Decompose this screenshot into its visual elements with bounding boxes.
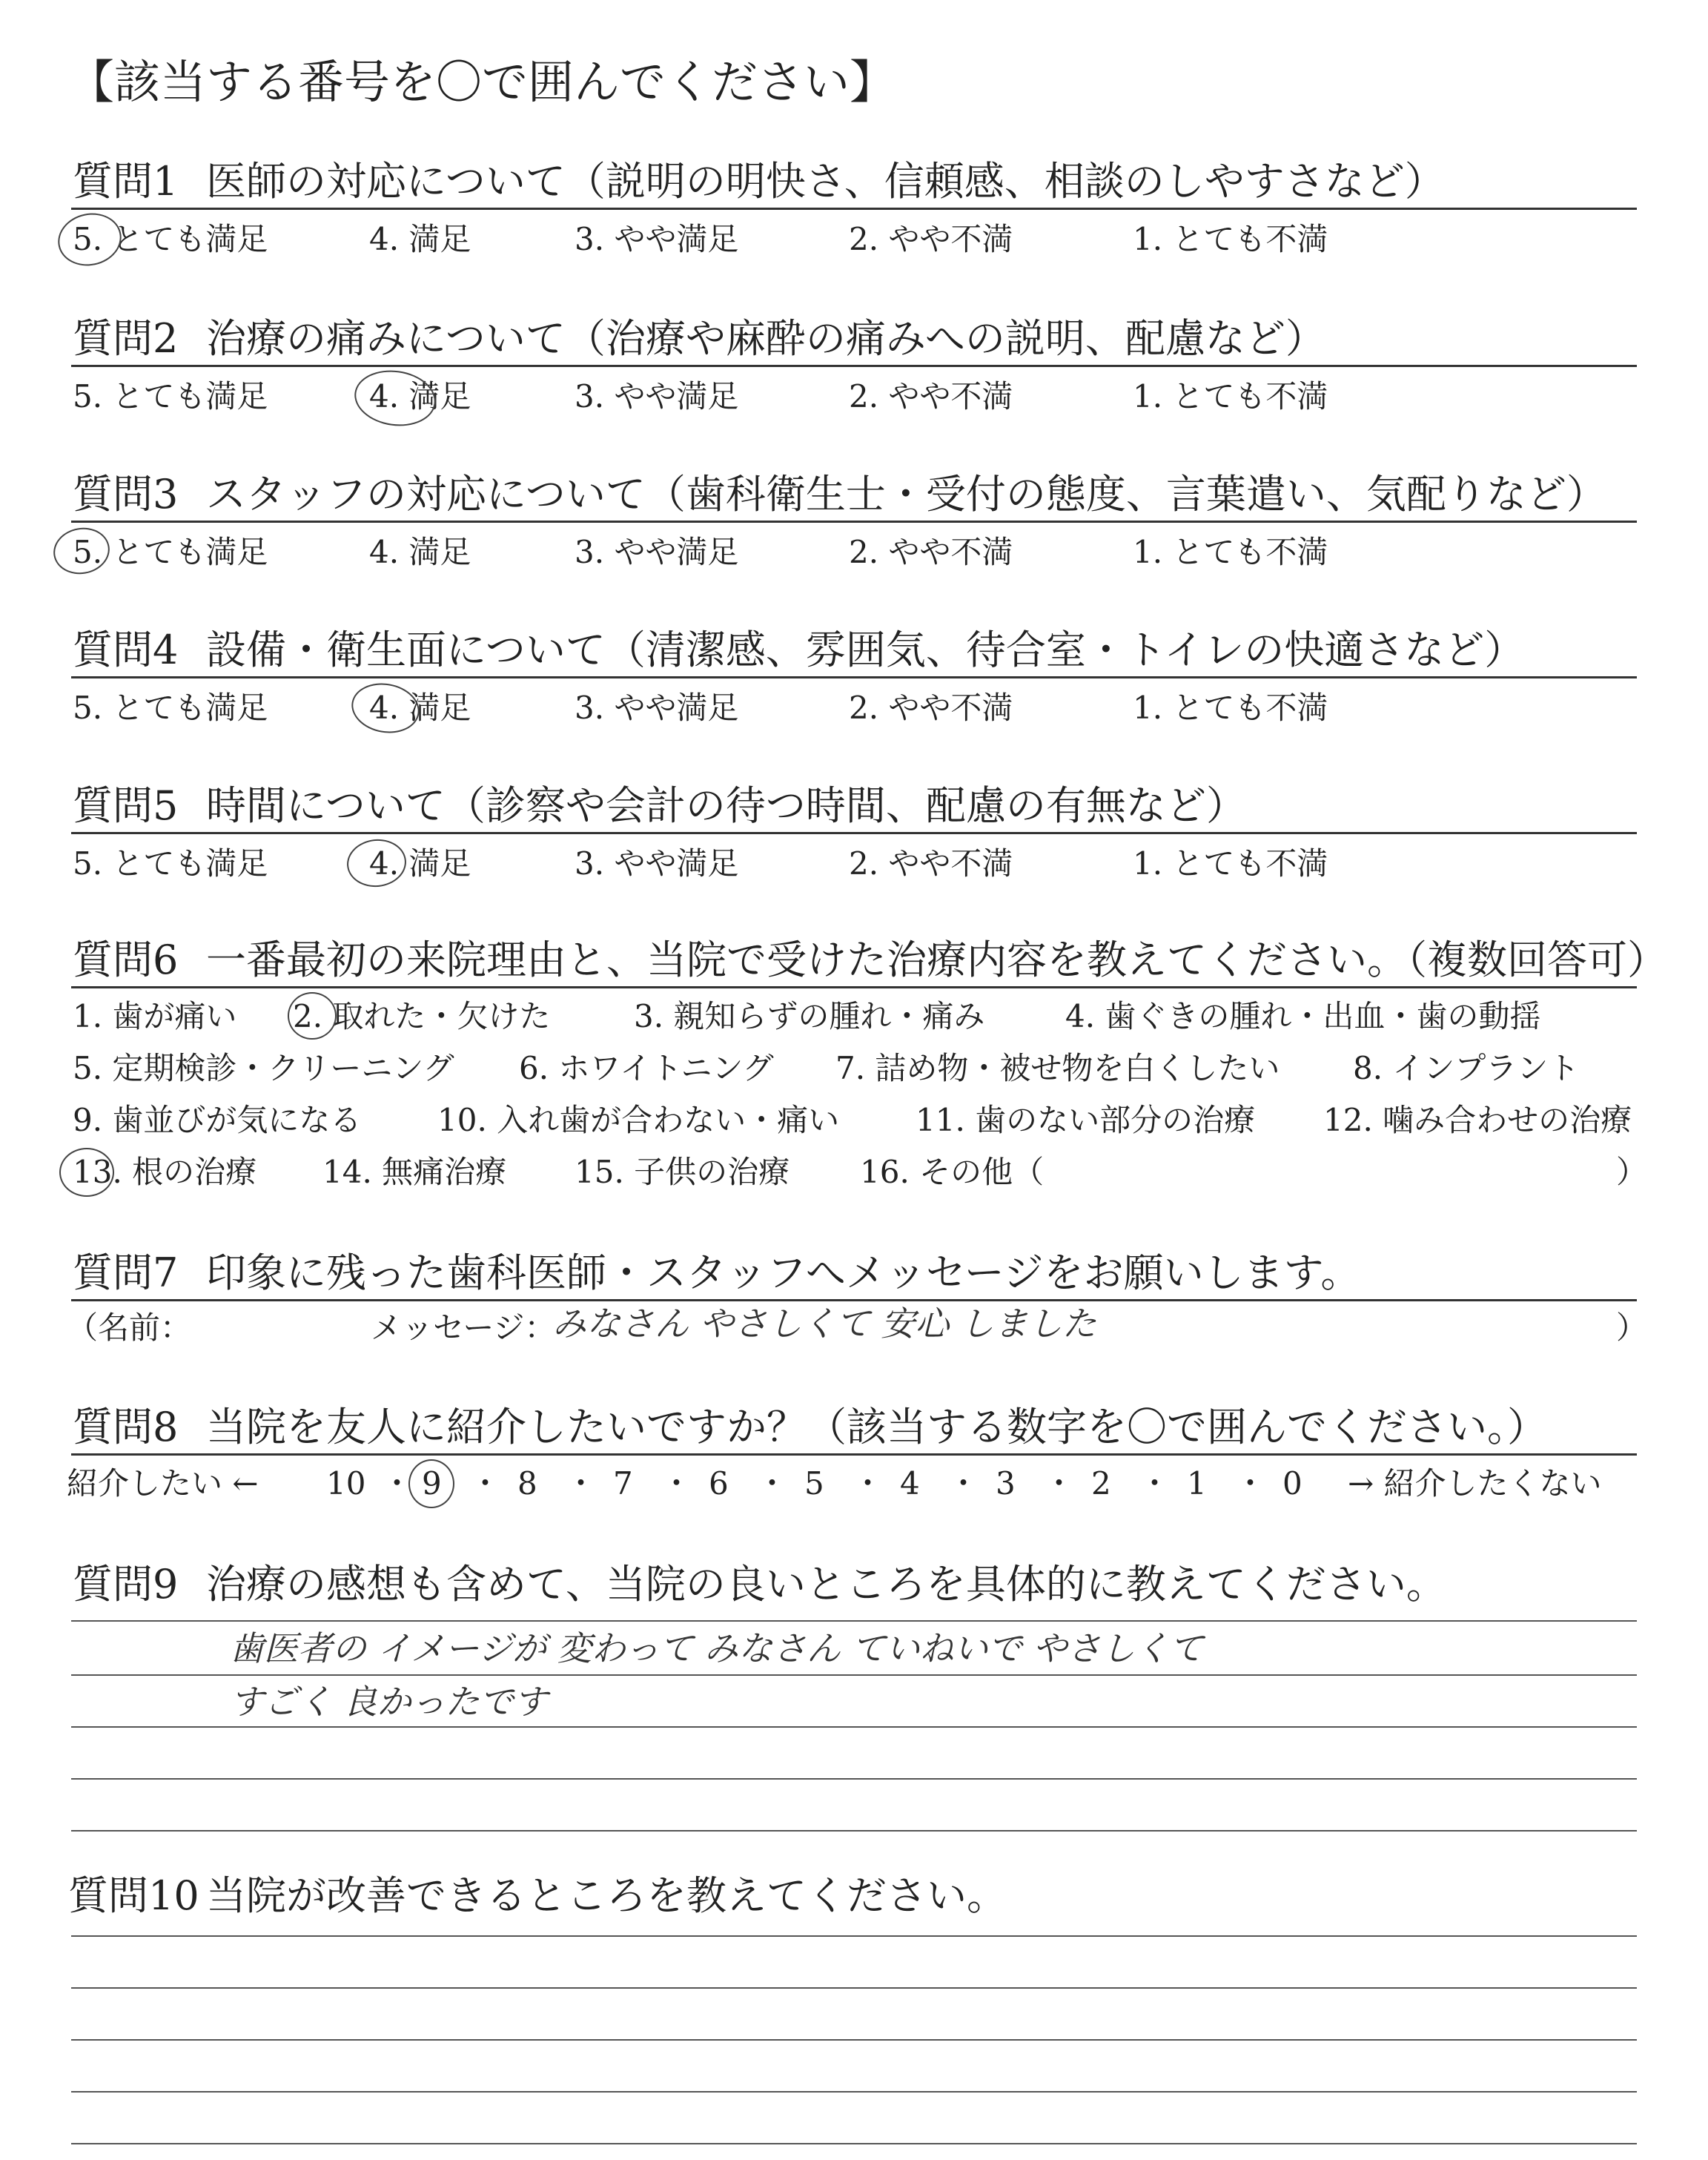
q8-scale-number[interactable]: 0 [1282,1465,1302,1502]
q7-close-paren: ） [1616,1309,1648,1346]
q2-answer-circle [351,366,439,432]
q1-option-3[interactable]: 3. やや満足 [575,221,739,257]
q9-answer-line: すごく 良かったです [230,1682,548,1722]
q3-text: スタッフの対応について（歯科衛生士・受付の態度、言葉遣い、気配りなど） [206,471,1606,518]
q4-label: 質問4 [73,627,179,673]
q8-scale-separator: ・ [1043,1465,1075,1502]
q6-option[interactable]: 4. 歯ぐきの腫れ・出血・歯の動揺 [1065,998,1541,1034]
q4-rule [71,676,1637,678]
q7-label: 質問7 [73,1249,179,1296]
q4-option-5[interactable]: 5. とても満足 [73,690,268,726]
q6-option[interactable]: 16. その他（ [860,1154,1045,1190]
q3-option-5[interactable]: 5. とても満足 [73,534,268,570]
q5-text: 時間について（診察や会計の待つ時間、配慮の有無など） [206,782,1246,829]
q10-label: 質問10 [68,1872,199,1919]
q2-option-3[interactable]: 3. やや満足 [575,378,739,415]
q8-scale-number[interactable]: 7 [613,1465,633,1502]
q6-answer-circle [288,992,337,1040]
q5-option-2[interactable]: 2. やや不満 [849,845,1013,882]
q6-option[interactable]: 11. 歯のない部分の治療 [916,1102,1256,1138]
q6-option[interactable]: 3. 親知らずの腫れ・痛み [634,998,985,1034]
q4-answer-circle [348,678,423,739]
q6-text: 一番最初の来院理由と、当院で受けた治療内容を教えてください。（複数回答可） [206,937,1667,983]
q6-answer-circle [59,1148,114,1197]
q7-message-label: メッセージ： [371,1309,556,1346]
q6-option[interactable]: 2. 取れた・欠けた [293,998,551,1034]
q8-scale-separator: ・ [381,1465,413,1502]
q10-line [71,2039,1637,2041]
q9-line [71,1620,1637,1622]
q3-rule [71,521,1637,523]
q6-option[interactable]: 10. 入れ歯が合わない・痛い [437,1102,840,1138]
q2-text: 治療の痛みについて（治療や麻酔の痛みへの説明、配慮など） [206,315,1325,362]
q8-rule [71,1453,1637,1456]
q8-scale-number[interactable]: 10 [326,1465,366,1502]
q7-text: 印象に残った歯科医師・スタッフへメッセージをお願いします。 [206,1249,1361,1296]
q6-option[interactable]: 7. 詰め物・被せ物を白くしたい [835,1050,1280,1086]
q2-option-5[interactable]: 5. とても満足 [73,378,268,415]
q8-scale-number[interactable]: 2 [1091,1465,1111,1502]
q9-line [71,1830,1637,1832]
q8-scale-number[interactable]: 4 [900,1465,920,1502]
q2-option-2[interactable]: 2. やや不満 [849,378,1013,415]
q6-option[interactable]: 14. 無痛治療 [322,1154,507,1190]
q4-option-2[interactable]: 2. やや不満 [849,690,1013,726]
q1-option-2[interactable]: 2. やや不満 [849,221,1013,257]
q1-option-1[interactable]: 1. とても不満 [1133,221,1328,257]
q2-option-1[interactable]: 1. とても不満 [1133,378,1328,415]
q10-line [71,2143,1637,2144]
q8-scale-separator: ・ [852,1465,884,1502]
q4-option-3[interactable]: 3. やや満足 [575,690,739,726]
q8-scale-separator: ・ [661,1465,692,1502]
q7-message: みなさん やさしくて 安心 しました [552,1304,1096,1344]
q6-option[interactable]: 12. 噛み合わせの治療 [1323,1102,1632,1138]
q8-scale-number[interactable]: 3 [996,1465,1016,1502]
q6-option[interactable]: 1. 歯が痛い [73,998,237,1034]
q10-text: 当院が改善できるところを教えてください。 [206,1872,1007,1919]
q10-line [71,1935,1637,1937]
q8-scale-separator: ・ [1234,1465,1266,1502]
q5-rule [71,832,1637,834]
q9-answer-line: 歯医者の イメージが 変わって みなさん ていねいで やさしくて [230,1628,1204,1668]
q8-scale-number[interactable]: 9 [422,1465,442,1502]
q1-rule [71,208,1637,210]
q3-option-4[interactable]: 4. 満足 [369,534,471,570]
q6-option[interactable]: 9. 歯並びが気になる [73,1102,362,1138]
q6-option[interactable]: 15. 子供の治療 [575,1154,790,1190]
q5-option-5[interactable]: 5. とても満足 [73,845,268,882]
q5-option-3[interactable]: 3. やや満足 [575,845,739,882]
q8-scale-separator: ・ [1139,1465,1171,1502]
q9-line [71,1726,1637,1728]
q6-option[interactable]: 6. ホワイトニング [519,1050,774,1086]
q1-label: 質問1 [73,158,179,205]
q9-line [71,1778,1637,1780]
q3-option-2[interactable]: 2. やや不満 [849,534,1013,570]
q6-rule [71,986,1637,988]
q8-answer-circle [408,1459,454,1508]
q8-scale-separator: ・ [756,1465,788,1502]
q6-option[interactable]: 8. インプラント [1353,1050,1580,1086]
q10-line [71,2091,1637,2093]
q4-option-4[interactable]: 4. 満足 [369,690,471,726]
q9-line [71,1674,1637,1676]
q8-scale-number[interactable]: 8 [517,1465,537,1502]
q5-label: 質問5 [73,782,179,829]
q8-left-label: 紹介したい ← [67,1465,259,1502]
q1-option-5[interactable]: 5. とても満足 [73,221,268,257]
q7-name-label: （名前： [67,1309,192,1346]
q8-scale-separator: ・ [469,1465,501,1502]
q6-option[interactable]: 5. 定期検診・クリーニング [73,1050,454,1086]
q8-right-label: → 紹介したくない [1348,1465,1602,1502]
q6-option[interactable]: 13. 根の治療 [73,1154,257,1190]
q1-text: 医師の対応について（説明の明快さ、信頼感、相談のしやすさなど） [206,158,1445,205]
q8-scale-number[interactable]: 6 [709,1465,729,1502]
q5-option-4[interactable]: 4. 満足 [369,845,471,882]
q3-option-1[interactable]: 1. とても不満 [1133,534,1328,570]
q4-option-1[interactable]: 1. とても不満 [1133,690,1328,726]
page-title: 【該当する番号を〇で囲んでください】 [68,55,896,109]
q5-option-1[interactable]: 1. とても不満 [1133,845,1328,882]
q8-scale-number[interactable]: 1 [1187,1465,1207,1502]
q9-label: 質問9 [73,1561,179,1608]
q2-option-4[interactable]: 4. 満足 [369,378,471,415]
q8-scale-number[interactable]: 5 [804,1465,824,1502]
q2-rule [71,365,1637,367]
q2-label: 質問2 [73,315,179,362]
q1-answer-circle [53,208,127,271]
q5-answer-circle [345,836,408,890]
q1-option-4[interactable]: 4. 満足 [369,221,471,257]
q4-text: 設備・衛生面について（清潔感、雰囲気、待合室・トイレの快適さなど） [206,627,1525,673]
q9-text: 治療の感想も含めて、当院の良いところを具体的に教えてください。 [206,1561,1446,1608]
q6-close-paren: ） [1616,1154,1648,1190]
q3-option-3[interactable]: 3. やや満足 [575,534,739,570]
q8-scale-separator: ・ [947,1465,979,1502]
q3-label: 質問3 [73,471,179,518]
q8-scale-separator: ・ [565,1465,597,1502]
q10-line [71,1987,1637,1989]
q7-rule [71,1299,1637,1301]
q8-text: 当院を友人に紹介したいですか？（該当する数字を〇で囲んでください。） [206,1404,1547,1450]
q8-label: 質問8 [73,1404,179,1450]
q6-label: 質問6 [73,937,179,983]
